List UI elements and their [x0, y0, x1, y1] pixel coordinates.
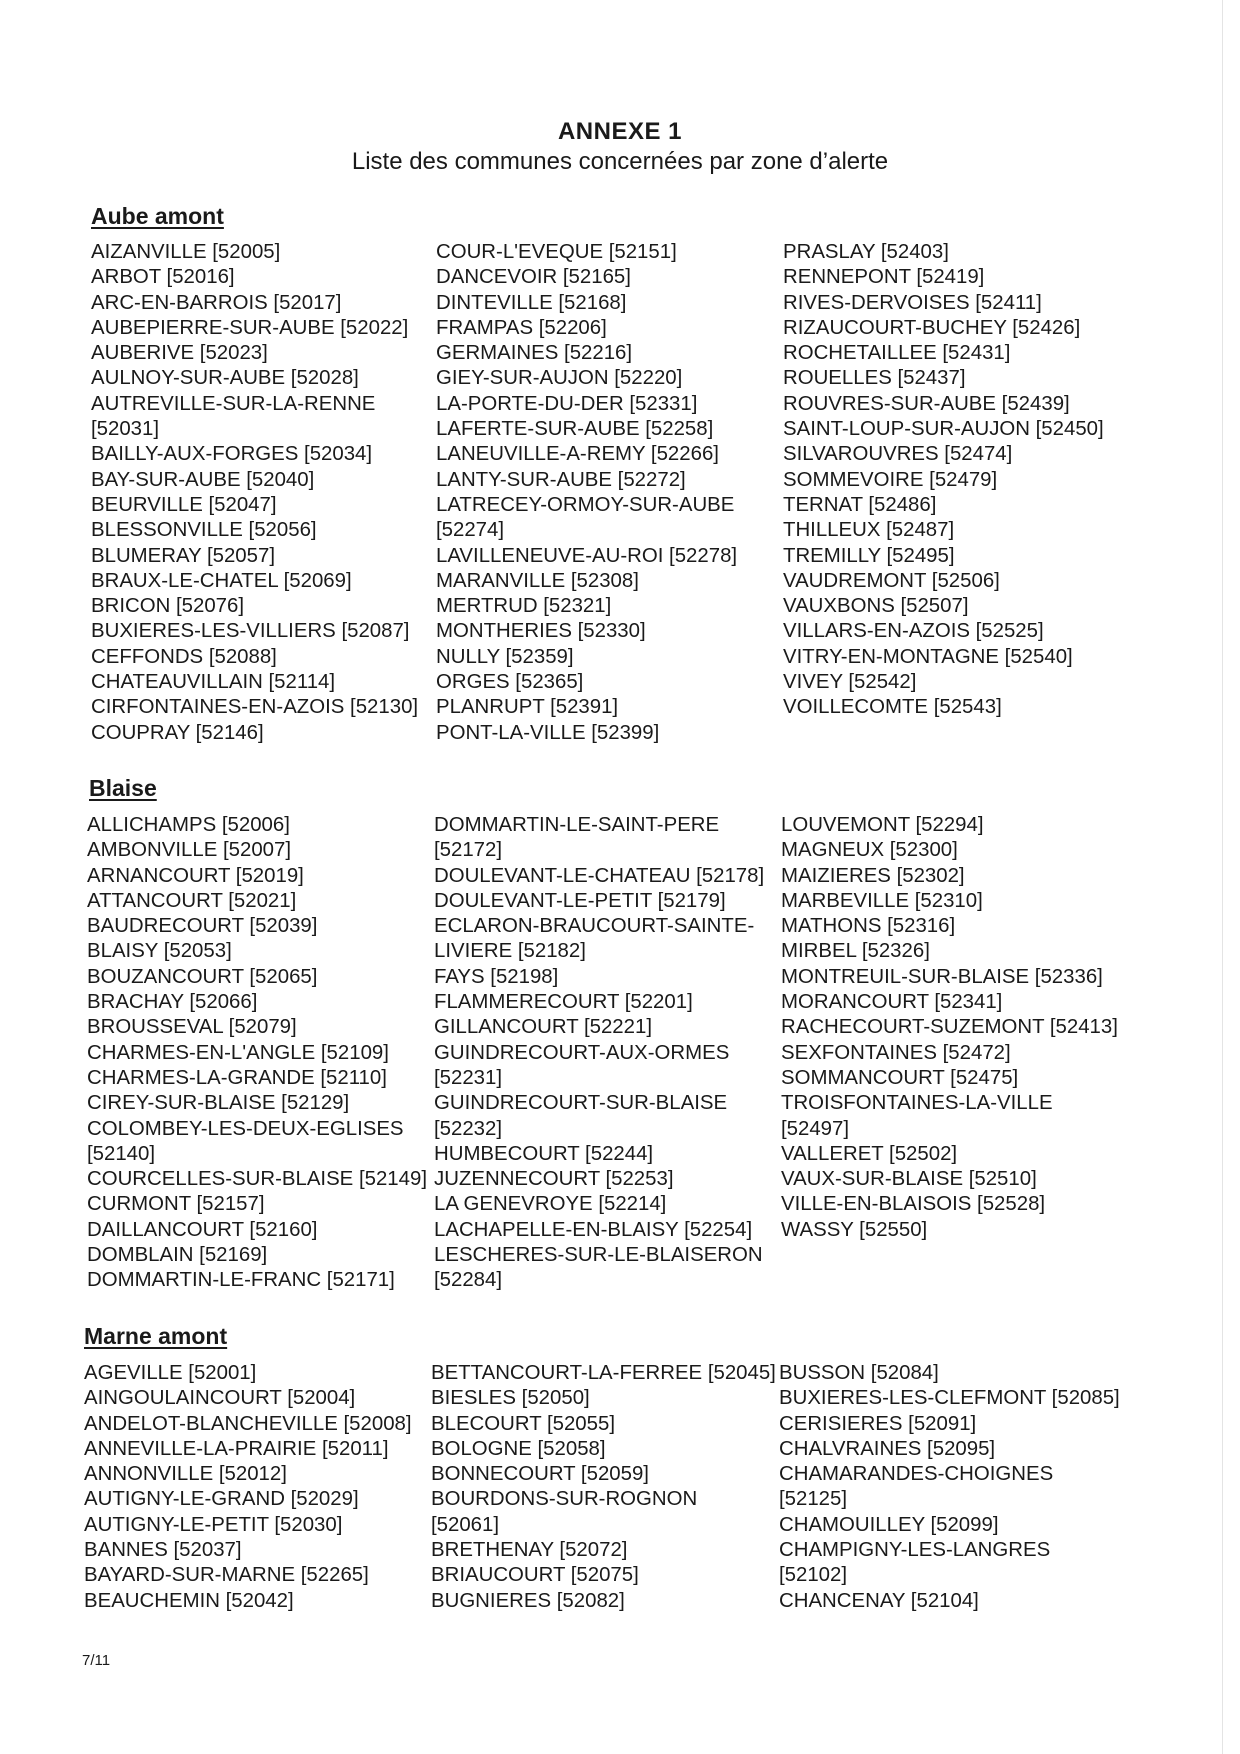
commune-entry: MARANVILLE [52308]	[436, 569, 639, 592]
commune-entry: LA GENEVROYE [52214]	[434, 1193, 667, 1216]
commune-entry: SOMMANCOURT [52475]	[781, 1066, 1019, 1089]
commune-column	[783, 240, 1123, 721]
commune-entry: COLOMBEY-LES-DEUX-EGLISES	[87, 1117, 404, 1140]
commune-entry: AULNOY-SUR-AUBE [52028]	[91, 367, 359, 390]
commune-entry: FRAMPAS [52206]	[436, 316, 607, 339]
commune-entry: AMBONVILLE [52007]	[87, 839, 292, 862]
commune-entry: DOMMARTIN-LE-FRANC [52171]	[87, 1269, 395, 1292]
commune-entry: MAIZIERES [52302]	[781, 864, 965, 887]
commune-entry: COUR-L'EVEQUE [52151]	[436, 241, 677, 263]
commune-entry: [52231]	[434, 1066, 503, 1089]
commune-entry: GERMAINES [52216]	[436, 342, 633, 365]
commune-entry: GUINDRECOURT-SUR-BLAISE	[434, 1092, 728, 1115]
commune-entry: ECLARON-BRAUCOURT-SAINTE-	[434, 915, 755, 938]
commune-entry: CHANCENAY [52104]	[779, 1589, 979, 1612]
commune-entry: BUXIERES-LES-VILLIERS [52087]	[91, 620, 410, 643]
commune-entry: RACHECOURT-SUZEMONT [52413]	[781, 1016, 1118, 1039]
commune-entry: AINGOULAINCOURT [52004]	[84, 1387, 356, 1410]
commune-entry: BLUMERAY [52057]	[91, 544, 275, 567]
commune-entry: BUGNIERES [52082]	[431, 1589, 625, 1612]
commune-entry: BROUSSEVAL [52079]	[87, 1016, 297, 1039]
commune-column	[779, 1361, 1119, 1614]
commune-entry: TERNAT [52486]	[783, 493, 937, 516]
commune-entry: CEFFONDS [52088]	[91, 645, 277, 668]
commune-entry: ANDELOT-BLANCHEVILLE [52008]	[84, 1412, 412, 1435]
commune-entry: ALLICHAMPS [52006]	[87, 814, 290, 836]
commune-entry: BRACHAY [52066]	[87, 991, 258, 1014]
commune-column	[781, 813, 1121, 1243]
commune-entry: CHAMOUILLEY [52099]	[779, 1513, 999, 1536]
commune-entry: BAY-SUR-AUBE [52040]	[91, 468, 315, 491]
commune-entry: MONTREUIL-SUR-BLAISE [52336]	[781, 965, 1103, 988]
commune-entry: ARC-EN-BARROIS [52017]	[91, 291, 342, 314]
commune-column	[84, 1361, 424, 1614]
commune-entry: GIEY-SUR-AUJON [52220]	[436, 367, 683, 390]
commune-entry: ROCHETAILLEE [52431]	[783, 342, 1011, 365]
commune-entry: VITRY-EN-MONTAGNE [52540]	[783, 645, 1073, 668]
commune-entry: DANCEVOIR [52165]	[436, 266, 631, 289]
commune-entry: AIZANVILLE [52005]	[91, 241, 281, 263]
commune-entry: BLESSONVILLE [52056]	[91, 519, 317, 542]
commune-entry: VAUX-SUR-BLAISE [52510]	[781, 1168, 1037, 1191]
commune-entry: VIVEY [52542]	[783, 671, 917, 694]
commune-entry: GILLANCOURT [52221]	[434, 1016, 652, 1039]
commune-entry: VILLE-EN-BLAISOIS [52528]	[781, 1193, 1046, 1216]
commune-entry: CIREY-SUR-BLAISE [52129]	[87, 1092, 350, 1115]
commune-entry: ANNONVILLE [52012]	[84, 1463, 287, 1486]
commune-entry: BAYARD-SUR-MARNE [52265]	[84, 1564, 369, 1587]
page-title: ANNEXE 1	[557, 118, 683, 145]
commune-entry: VALLERET [52502]	[781, 1142, 958, 1165]
commune-entry: BRIAUCOURT [52075]	[431, 1564, 639, 1587]
commune-entry: MIRBEL [52326]	[781, 940, 930, 963]
commune-entry: CERISIERES [52091]	[779, 1412, 977, 1435]
section-title: Blaise	[89, 775, 157, 801]
commune-entry: DAILLANCOURT [52160]	[87, 1218, 318, 1241]
commune-entry: ROUVRES-SUR-AUBE [52439]	[783, 392, 1070, 415]
commune-entry: AUTREVILLE-SUR-LA-RENNE	[91, 392, 376, 415]
commune-entry: TREMILLY [52495]	[783, 544, 955, 567]
commune-entry: VILLARS-EN-AZOIS [52525]	[783, 620, 1044, 643]
commune-entry: RENNEPONT [52419]	[783, 266, 985, 289]
commune-entry: CHARMES-LA-GRANDE [52110]	[87, 1066, 387, 1089]
commune-entry: BAUDRECOURT [52039]	[87, 915, 318, 938]
commune-entry: MONTHERIES [52330]	[436, 620, 646, 643]
commune-entry: FAYS [52198]	[434, 965, 559, 988]
commune-entry: BLAISY [52053]	[87, 940, 232, 963]
commune-entry: BIESLES [52050]	[431, 1387, 590, 1410]
commune-entry: [52125]	[779, 1488, 848, 1511]
commune-column	[91, 240, 431, 746]
commune-column	[436, 240, 776, 746]
commune-column	[434, 813, 774, 1294]
commune-entry: CHAMARANDES-CHOIGNES	[779, 1463, 1054, 1486]
commune-entry: BEAUCHEMIN [52042]	[84, 1589, 294, 1612]
commune-entry: BOURDONS-SUR-ROGNON	[431, 1488, 698, 1511]
commune-entry: MAGNEUX [52300]	[781, 839, 958, 862]
commune-entry: BONNECOURT [52059]	[431, 1463, 649, 1486]
commune-entry: ARNANCOURT [52019]	[87, 864, 304, 887]
commune-entry: [52172]	[434, 839, 503, 862]
commune-entry: [52102]	[779, 1564, 848, 1587]
commune-entry: PONT-LA-VILLE [52399]	[436, 721, 660, 744]
commune-entry: CIRFONTAINES-EN-AZOIS [52130]	[91, 696, 419, 719]
commune-entry: CHATEAUVILLAIN [52114]	[91, 671, 336, 694]
commune-entry: CHARMES-EN-L'ANGLE [52109]	[87, 1041, 389, 1064]
page-subtitle: Liste des communes concernées par zone d’alerte	[351, 148, 889, 175]
commune-entry: LA-PORTE-DU-DER [52331]	[436, 392, 698, 415]
commune-entry: LANTY-SUR-AUBE [52272]	[436, 468, 686, 491]
commune-entry: ROUELLES [52437]	[783, 367, 966, 390]
commune-entry: [52140]	[87, 1142, 156, 1165]
commune-entry: BAILLY-AUX-FORGES [52034]	[91, 443, 373, 466]
commune-entry: LAFERTE-SUR-AUBE [52258]	[436, 418, 714, 441]
commune-entry: HUMBECOURT [52244]	[434, 1142, 654, 1165]
commune-entry: PRASLAY [52403]	[783, 241, 949, 263]
section-title: Aube amont	[91, 203, 224, 229]
commune-entry: RIZAUCOURT-BUCHEY [52426]	[783, 316, 1081, 339]
commune-entry: AUBEPIERRE-SUR-AUBE [52022]	[91, 316, 409, 339]
commune-entry: VAUDREMONT [52506]	[783, 569, 1000, 592]
commune-entry: DINTEVILLE [52168]	[436, 291, 627, 314]
commune-entry: BRICON [52076]	[91, 595, 244, 618]
commune-entry: [52497]	[781, 1117, 850, 1140]
commune-entry: COUPRAY [52146]	[91, 721, 264, 744]
commune-entry: CHAMPIGNY-LES-LANGRES	[779, 1539, 1051, 1562]
commune-entry: CURMONT [52157]	[87, 1193, 265, 1216]
commune-entry: [52232]	[434, 1117, 503, 1140]
page-number: 7/11	[82, 1652, 111, 1669]
section-title: Marne amont	[84, 1323, 228, 1349]
commune-entry: [52274]	[436, 519, 505, 542]
commune-entry: JUZENNECOURT [52253]	[434, 1168, 674, 1191]
commune-entry: VAUXBONS [52507]	[783, 595, 969, 618]
commune-entry: LAVILLENEUVE-AU-ROI [52278]	[436, 544, 738, 567]
commune-entry: BETTANCOURT-LA-FERREE [52045]	[431, 1362, 776, 1384]
commune-entry: PLANRUPT [52391]	[436, 696, 619, 719]
commune-entry: WASSY [52550]	[781, 1218, 928, 1241]
commune-entry: SEXFONTAINES [52472]	[781, 1041, 1011, 1064]
commune-entry: ORGES [52365]	[436, 671, 584, 694]
commune-entry: AUTIGNY-LE-PETIT [52030]	[84, 1513, 343, 1536]
commune-entry: MORANCOURT [52341]	[781, 991, 1003, 1014]
commune-column	[87, 813, 427, 1294]
commune-entry: MARBEVILLE [52310]	[781, 889, 983, 912]
commune-entry: RIVES-DERVOISES [52411]	[783, 291, 1042, 314]
commune-entry: BEURVILLE [52047]	[91, 493, 277, 516]
commune-entry: BOUZANCOURT [52065]	[87, 965, 318, 988]
commune-entry: BOLOGNE [52058]	[431, 1437, 606, 1460]
commune-entry: LATRECEY-ORMOY-SUR-AUBE	[436, 493, 735, 516]
commune-entry: DOMMARTIN-LE-SAINT-PERE	[434, 814, 720, 836]
commune-entry: TROISFONTAINES-LA-VILLE	[781, 1092, 1053, 1115]
commune-entry: LACHAPELLE-EN-BLAISY [52254]	[434, 1218, 753, 1241]
commune-entry: GUINDRECOURT-AUX-ORMES	[434, 1041, 730, 1064]
commune-entry: ANNEVILLE-LA-PRAIRIE [52011]	[84, 1437, 389, 1460]
commune-entry: SAINT-LOUP-SUR-AUJON [52450]	[783, 418, 1104, 441]
commune-entry: AUBERIVE [52023]	[91, 342, 268, 365]
page-edge	[1222, 0, 1223, 1754]
commune-entry: [52284]	[434, 1269, 503, 1292]
commune-entry: [52061]	[431, 1513, 500, 1536]
commune-entry: DOMBLAIN [52169]	[87, 1244, 268, 1267]
commune-entry: BRETHENAY [52072]	[431, 1539, 628, 1562]
commune-entry: BUXIERES-LES-CLEFMONT [52085]	[779, 1387, 1120, 1410]
commune-entry: LANEUVILLE-A-REMY [52266]	[436, 443, 719, 466]
commune-entry: BANNES [52037]	[84, 1539, 242, 1562]
commune-entry: BLECOURT [52055]	[431, 1412, 615, 1435]
commune-entry: LOUVEMONT [52294]	[781, 814, 984, 836]
commune-entry: AGEVILLE [52001]	[84, 1362, 257, 1384]
commune-entry: LIVIERE [52182]	[434, 940, 586, 963]
commune-entry: MATHONS [52316]	[781, 915, 956, 938]
commune-entry: THILLEUX [52487]	[783, 519, 955, 542]
commune-entry: ARBOT [52016]	[91, 266, 235, 289]
commune-entry: CHALVRAINES [52095]	[779, 1437, 996, 1460]
commune-entry: [52031]	[91, 418, 160, 441]
commune-entry: BUSSON [52084]	[779, 1362, 939, 1384]
commune-entry: DOULEVANT-LE-CHATEAU [52178]	[434, 864, 765, 887]
commune-entry: DOULEVANT-LE-PETIT [52179]	[434, 889, 726, 912]
commune-entry: VOILLECOMTE [52543]	[783, 696, 1002, 719]
commune-entry: COURCELLES-SUR-BLAISE [52149]	[87, 1168, 427, 1191]
commune-entry: AUTIGNY-LE-GRAND [52029]	[84, 1488, 359, 1511]
commune-entry: SILVAROUVRES [52474]	[783, 443, 1013, 466]
commune-entry: BRAUX-LE-CHATEL [52069]	[91, 569, 352, 592]
commune-entry: ATTANCOURT [52021]	[87, 889, 297, 912]
commune-entry: LESCHERES-SUR-LE-BLAISERON	[434, 1244, 763, 1267]
commune-entry: MERTRUD [52321]	[436, 595, 612, 618]
commune-column	[431, 1361, 776, 1614]
commune-entry: FLAMMERECOURT [52201]	[434, 991, 693, 1014]
commune-entry: SOMMEVOIRE [52479]	[783, 468, 998, 491]
commune-entry: NULLY [52359]	[436, 645, 574, 668]
